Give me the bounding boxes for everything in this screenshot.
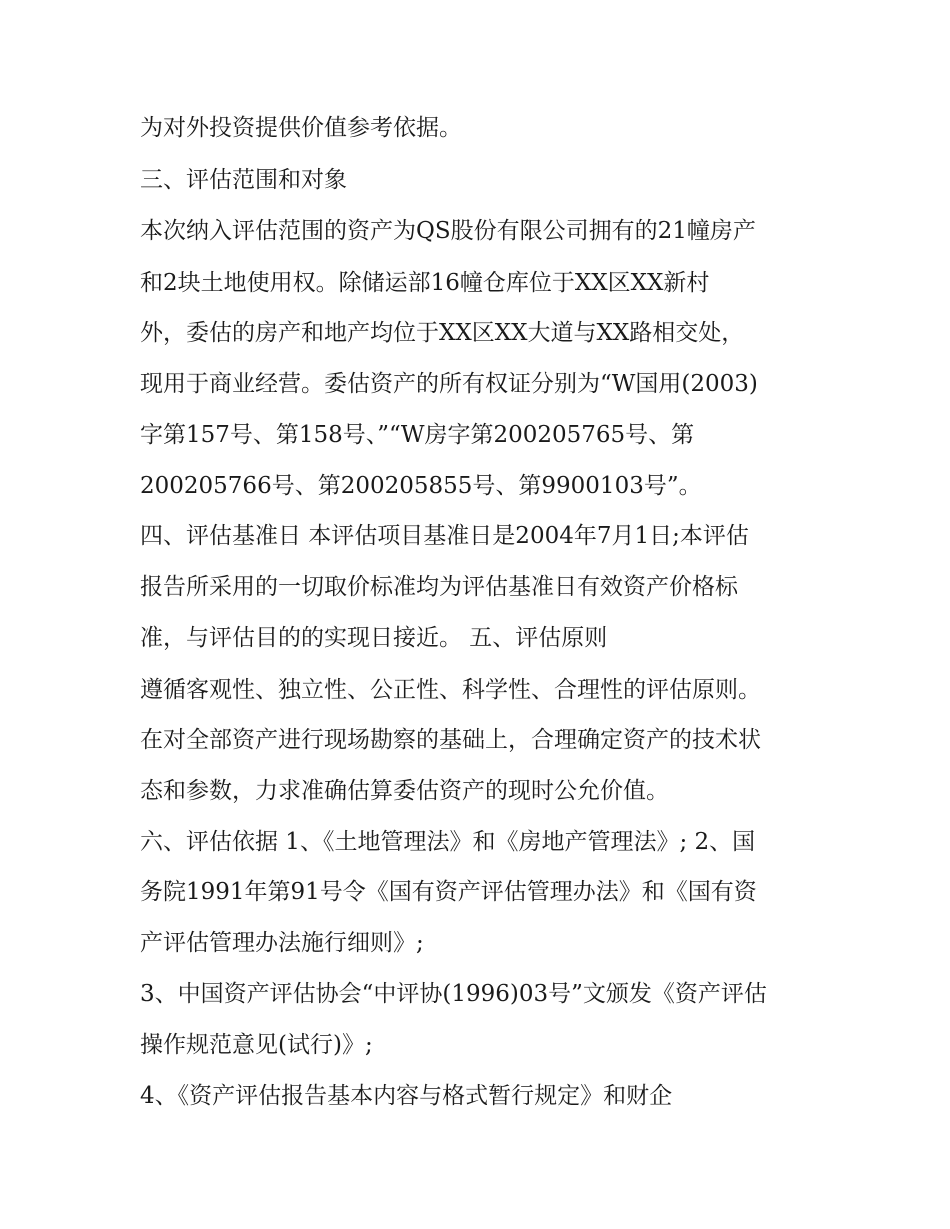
text-line: 准，与评估目的的实现日接近。 五、评估原则 [140,625,608,651]
text-line: 务院1991年第91号令《国有资产评估管理办法》和《国有资 [140,879,757,905]
text-line: 在对全部资产进行现场勘察的基础上，合理确定资产的技术状 [140,727,761,753]
text-line: 为对外投资提供价值参考依据。 [140,115,462,141]
text-line: 现用于商业经营。委估资产的所有权证分别为“W国用(2003) [140,371,758,397]
text-line: 遵循客观性、独立性、公正性、科学性、合理性的评估原则。 [140,677,761,703]
section-heading: 三、评估范围和对象 [140,167,347,193]
text-line: 操作规范意见(试行)》; [140,1032,373,1058]
section-heading: 六、评估依据 1、《土地管理法》和《房地产管理法》; 2、国 [140,829,756,855]
text-line: 外，委估的房产和地产均位于XX区XX大道与XX路相交处， [140,320,745,346]
text-line: 态和参数，力求准确估算委估资产的现时公允价值。 [140,778,669,804]
text-line: 产评估管理办法施行细则》; [140,930,424,956]
text-line: 字第157号、第158号、”“W房字第200205765号、第 [140,422,695,448]
text-line: 200205766号、第200205855号、第9900103号”。 [140,473,702,499]
text-line: 4、《资产评估报告基本内容与格式暂行规定》和财企 [140,1083,673,1109]
section-heading: 四、评估基准日 本评估项目基准日是2004年7月1日;本评估 [140,523,749,549]
text-line: 3、中国资产评估协会“中评协(1996)03号”文颁发《资产评估 [140,981,767,1007]
text-line: 本次纳入评估范围的资产为QS股份有限公司拥有的21幢房产 [140,218,756,244]
text-line: 和2块土地使用权。除储运部16幢仓库位于XX区XX新村 [140,270,710,296]
text-line: 报告所采用的一切取价标准均为评估基准日有效资产价格标 [140,574,738,600]
